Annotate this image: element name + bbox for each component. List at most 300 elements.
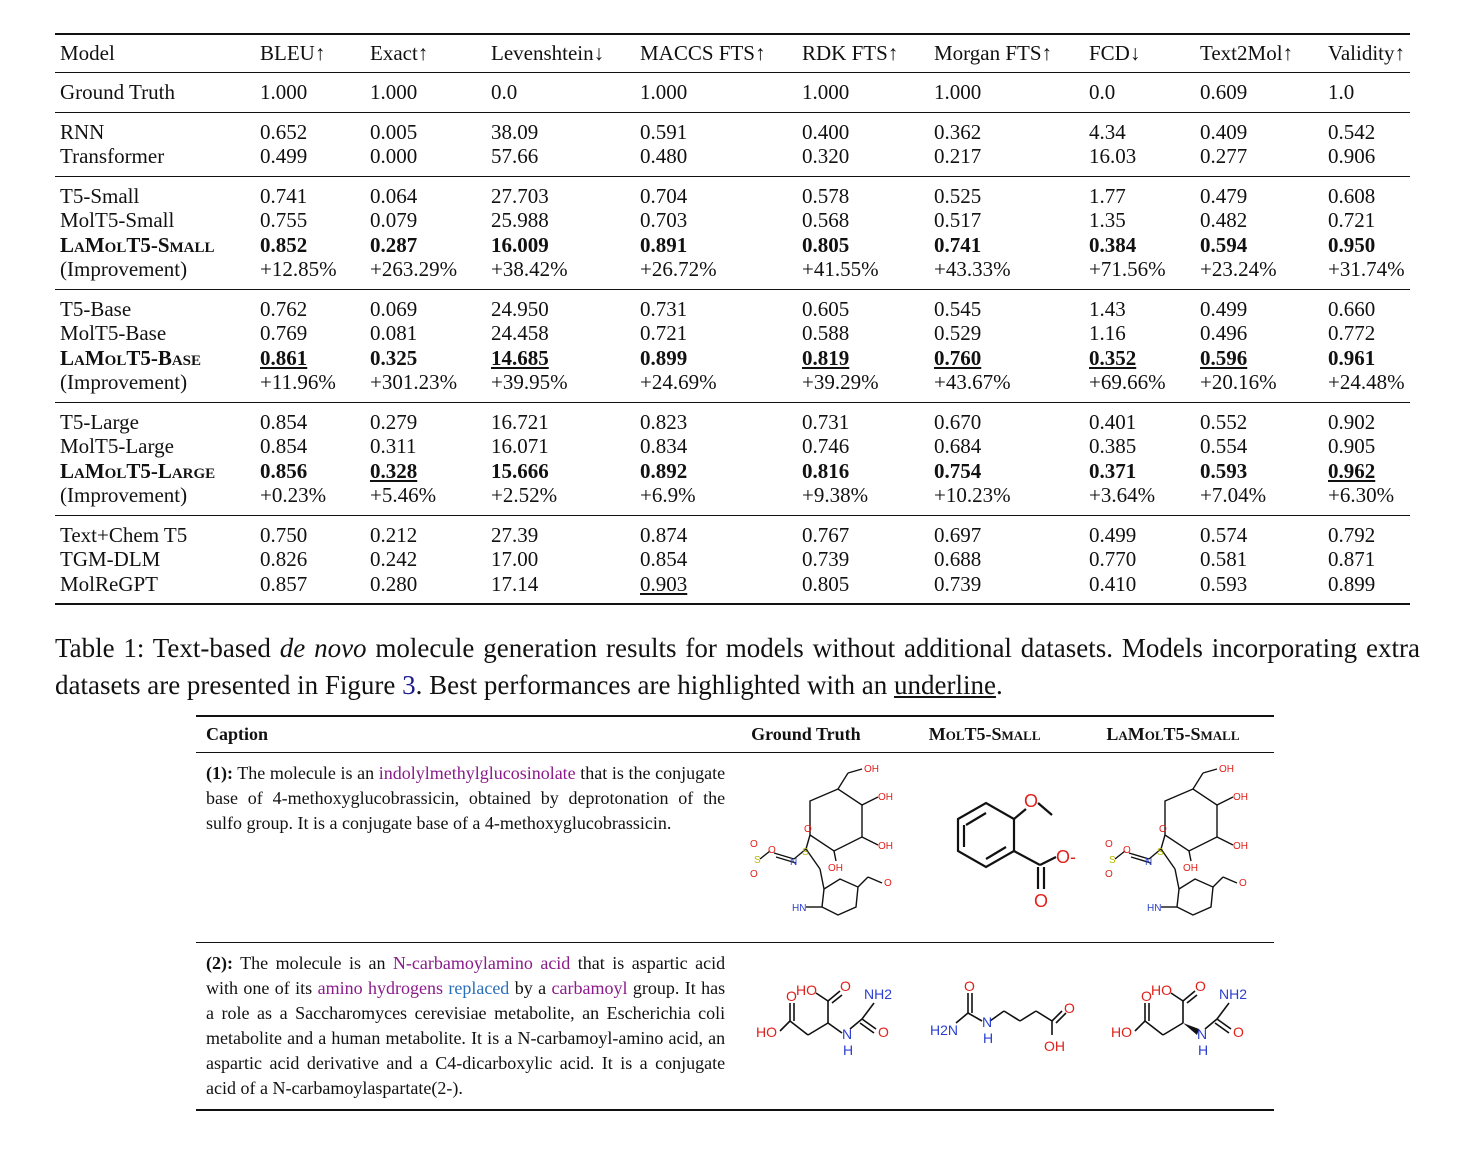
col-validity: Validity↑ — [1328, 41, 1405, 66]
metric-cell: +0.23% — [260, 483, 327, 507]
atom-label: OH — [827, 863, 843, 874]
col-maccs: MACCS FTS↑ — [640, 41, 766, 66]
metric-cell: 0.608 — [1328, 183, 1376, 208]
metric-cell: 0.902 — [1328, 409, 1376, 434]
metric-cell: +39.29% — [802, 370, 879, 394]
metric-cell: 0.852 — [260, 232, 308, 257]
metric-cell: 0.385 — [1089, 434, 1137, 458]
results-header-row — [55, 34, 1410, 73]
atom-label: N — [841, 1025, 853, 1042]
atom-label: O — [767, 845, 776, 856]
metric-cell: 0.739 — [802, 547, 850, 571]
metric-cell: 0.688 — [934, 547, 982, 571]
metric-cell: 0.482 — [1200, 208, 1248, 232]
metric-cell: 0.739 — [934, 571, 982, 596]
metric-cell: 0.854 — [260, 434, 308, 458]
metric-cell: 0.754 — [934, 458, 982, 483]
molt5-molecule-2 — [919, 943, 1097, 1111]
metric-cell: +24.48% — [1328, 370, 1405, 394]
highlight-term: replaced — [448, 978, 510, 998]
atom-label: N — [981, 1013, 992, 1030]
metric-cell: 0.287 — [370, 232, 418, 257]
model-name: MolT5-Small — [60, 208, 175, 232]
metric-cell: +12.85% — [260, 257, 337, 281]
caption-text: group. It has a role as a Saccharomyces cerevisiae metabolite, an Escherichia coli metabolite and a human metabolite. It is a N-carbamoyl-amino acid, an aspartic acid derivative and a C4-dicarboxylic acid. It is a conjugate acid of a N-carbamoylaspartate(2-). — [206, 978, 726, 1098]
glucosinolate-structure — [750, 759, 910, 929]
metric-cell: 0.593 — [1200, 458, 1248, 483]
metric-cell: 0.568 — [802, 208, 850, 232]
atom-label: H2N — [929, 1021, 958, 1038]
highlight-term: indolylmethylglucosinolate — [378, 763, 576, 783]
table-row — [55, 112, 1410, 144]
col-rdk: RDK FTS↑ — [802, 41, 899, 66]
metric-cell: 0.400 — [802, 119, 850, 144]
metric-cell: 0.279 — [370, 409, 418, 434]
caption-italic: de novo — [279, 633, 367, 663]
caption-text: . — [995, 670, 1003, 700]
metric-cell: 0.652 — [260, 119, 308, 144]
metric-cell: 0.517 — [934, 208, 982, 232]
metric-cell: 0.0 — [491, 80, 518, 104]
atom-label: O — [1105, 869, 1113, 880]
metric-cell: 0.762 — [260, 296, 308, 321]
table-row — [55, 515, 1410, 547]
atom-label: OH — [1219, 764, 1235, 775]
metric-cell: 0.769 — [260, 321, 308, 345]
atom-label: HN — [1147, 903, 1162, 914]
metric-cell: 27.703 — [491, 183, 549, 208]
metric-cell: 0.903 — [640, 571, 688, 596]
metric-cell: 0.741 — [260, 183, 308, 208]
caption-text: that is the conjugate base of 4-methoxyglucobrassicin, obtained by deprotonation of the sulfo group. It is a conjugate base of a 4-methoxyglucobrassicin. — [206, 763, 726, 833]
metric-cell: 0.588 — [802, 321, 850, 345]
table-row — [55, 144, 1410, 176]
metric-cell: 0.591 — [640, 119, 688, 144]
col-model: Model — [60, 41, 115, 66]
caption-text: that is aspartic acid with one of its — [206, 953, 726, 998]
metric-cell: +7.04% — [1200, 483, 1267, 507]
ground-truth-molecule-1 — [741, 753, 919, 943]
metric-cell: 1.000 — [640, 80, 688, 104]
table-row — [55, 434, 1410, 459]
table-row — [55, 321, 1410, 346]
metric-cell: 0.480 — [640, 144, 688, 168]
methoxybenzoate-structure — [928, 759, 1088, 929]
metric-cell: 1.16 — [1089, 321, 1126, 345]
atom-label: HO — [1151, 981, 1173, 998]
model-name: MolReGPT — [60, 571, 159, 596]
metric-cell: 0.805 — [802, 232, 850, 257]
model-name: MolT5-Large — [60, 434, 174, 458]
metric-cell: +10.23% — [934, 483, 1011, 507]
metric-cell: 0.277 — [1200, 144, 1248, 168]
table-row — [55, 208, 1410, 233]
atom-label: O — [1233, 1023, 1245, 1040]
metric-cell: 0.371 — [1089, 458, 1137, 483]
metric-cell: 0.384 — [1089, 232, 1137, 257]
metric-cell: 0.684 — [934, 434, 982, 458]
metric-cell: 0.856 — [260, 458, 308, 483]
atom-label: HO — [755, 1023, 777, 1040]
metric-cell: 0.499 — [1200, 296, 1248, 321]
metric-cell: 0.950 — [1328, 232, 1376, 257]
example-number: (2): — [206, 953, 233, 973]
atom-label: HN — [791, 903, 807, 914]
table-caption — [55, 630, 1420, 704]
atom-label: HO — [1111, 1023, 1133, 1040]
model-name: LaMolT5-Large — [60, 458, 216, 483]
atom-label: O — [803, 824, 812, 835]
atom-label: N — [789, 857, 798, 868]
metric-cell: 0.0 — [1089, 80, 1116, 104]
metric-cell: 0.746 — [802, 434, 850, 458]
atom-label: O — [1033, 891, 1048, 911]
metric-cell: 1.000 — [260, 80, 308, 104]
metric-cell: 0.905 — [1328, 434, 1376, 458]
metric-cell: 0.581 — [1200, 547, 1248, 571]
model-name: (Improvement) — [60, 370, 188, 394]
metric-cell: +6.30% — [1328, 483, 1395, 507]
metric-cell: +43.67% — [934, 370, 1011, 394]
model-name: T5-Base — [60, 296, 132, 321]
col-morgan: Morgan FTS↑ — [934, 41, 1053, 66]
metric-cell: 0.792 — [1328, 522, 1376, 547]
metric-cell: +31.74% — [1328, 257, 1405, 281]
metric-cell: 0.704 — [640, 183, 688, 208]
metric-cell: 16.03 — [1089, 144, 1137, 168]
metric-cell: 0.064 — [370, 183, 418, 208]
glucosinolate-structure — [1105, 759, 1265, 929]
atom-label: O — [877, 1023, 889, 1040]
metric-cell: 0.772 — [1328, 321, 1376, 345]
results-group — [55, 515, 1410, 604]
table-row — [55, 233, 1410, 258]
metric-cell: +301.23% — [370, 370, 458, 394]
metric-cell: 0.816 — [802, 458, 850, 483]
metric-cell: 0.871 — [1328, 547, 1376, 571]
atom-label: O — [1063, 999, 1075, 1016]
caption-text: The molecule is an — [232, 763, 379, 783]
metric-cell: 1.43 — [1089, 296, 1126, 321]
metric-cell: 0.545 — [934, 296, 982, 321]
results-group — [55, 402, 1410, 515]
metric-cell: 0.552 — [1200, 409, 1248, 434]
metric-cell: 0.721 — [1328, 208, 1376, 232]
metric-cell: 24.458 — [491, 321, 549, 345]
metric-cell: 17.00 — [491, 547, 539, 571]
col-text2mol: Text2Mol↑ — [1200, 41, 1294, 66]
model-name: Text+Chem T5 — [60, 522, 188, 547]
metric-cell: 0.525 — [934, 183, 982, 208]
metric-cell: +43.33% — [934, 257, 1011, 281]
table-row — [55, 289, 1410, 321]
example-caption-2 — [196, 943, 741, 1111]
metric-cell: 0.081 — [370, 321, 418, 345]
model-name: T5-Large — [60, 409, 139, 434]
metric-cell: 0.554 — [1200, 434, 1248, 458]
metric-cell: 0.328 — [370, 458, 418, 483]
atom-label: NH2 — [863, 985, 892, 1002]
atom-label: OH — [877, 792, 893, 803]
atom-label: OH — [1233, 841, 1249, 852]
metric-cell: 0.861 — [260, 345, 308, 370]
metric-cell: 15.666 — [491, 458, 549, 483]
table-row — [55, 346, 1410, 371]
metric-cell: 1.000 — [934, 80, 982, 104]
metric-cell: 0.479 — [1200, 183, 1248, 208]
metric-cell: 27.39 — [491, 522, 539, 547]
metric-cell: 0.325 — [370, 345, 418, 370]
metric-cell: 16.721 — [491, 409, 549, 434]
metric-cell: +2.52% — [491, 483, 558, 507]
caption-label: Table 1: — [55, 633, 145, 663]
metric-cell: 0.542 — [1328, 119, 1376, 144]
atom-label: O — [883, 878, 892, 889]
atom-label: O — [1123, 845, 1131, 856]
metric-cell: 0.352 — [1089, 345, 1137, 370]
metric-cell: 38.09 — [491, 119, 539, 144]
metric-cell: 0.320 — [802, 144, 850, 168]
examples-header-row — [196, 716, 1274, 753]
metric-cell: 0.767 — [802, 522, 850, 547]
results-group — [55, 73, 1410, 113]
table-row — [55, 402, 1410, 434]
caption-text: The molecule is an — [232, 953, 393, 973]
metric-cell: 0.854 — [260, 409, 308, 434]
metric-cell: 0.079 — [370, 208, 418, 232]
metric-cell: 0.311 — [370, 434, 417, 458]
atom-label: O — [749, 839, 758, 850]
highlight-term: amino hydrogens — [317, 978, 443, 998]
caption-underline-word: underline — [893, 670, 996, 700]
atom-label: S — [1109, 855, 1116, 866]
metric-cell: 1.35 — [1089, 208, 1126, 232]
metric-cell: 1.000 — [802, 80, 850, 104]
ground-truth-molecule-2 — [741, 943, 919, 1111]
atom-label: OH — [1183, 863, 1199, 874]
metric-cell: 0.823 — [640, 409, 688, 434]
metric-cell: 24.950 — [491, 296, 549, 321]
metric-cell: 0.609 — [1200, 80, 1248, 104]
atom-label: OH — [877, 841, 893, 852]
metric-cell: 0.805 — [802, 571, 850, 596]
atom-label: OH — [863, 764, 879, 775]
metric-cell: 0.596 — [1200, 345, 1248, 370]
metric-cell: +6.9% — [640, 483, 696, 507]
highlight-term: carbamoyl — [551, 978, 628, 998]
metric-cell: 0.906 — [1328, 144, 1376, 168]
metric-cell: 0.891 — [640, 232, 688, 257]
ureidobutanoic-acid-structure — [928, 973, 1088, 1073]
metric-cell: 25.988 — [491, 208, 549, 232]
metric-cell: +71.56% — [1089, 257, 1166, 281]
example-number: (1): — [206, 763, 233, 783]
metric-cell: 16.071 — [491, 434, 549, 458]
metric-cell: +3.64% — [1089, 483, 1156, 507]
metric-cell: 0.731 — [640, 296, 688, 321]
metric-cell: +20.16% — [1200, 370, 1277, 394]
metric-cell: +5.46% — [370, 483, 437, 507]
metric-cell: +69.66% — [1089, 370, 1166, 394]
metric-cell: +38.42% — [491, 257, 568, 281]
metric-cell: 0.892 — [640, 458, 688, 483]
col-molt5-small: MolT5-Small — [928, 724, 1041, 744]
atom-label: O — [1239, 878, 1247, 889]
metric-cell: 0.410 — [1089, 571, 1137, 596]
col-bleu: BLEU↑ — [260, 41, 326, 66]
model-name: RNN — [60, 119, 105, 144]
metric-cell: 0.401 — [1089, 409, 1137, 434]
atom-label: O- — [1055, 847, 1076, 867]
model-name: Transformer — [60, 144, 165, 168]
metric-cell: +24.69% — [640, 370, 717, 394]
metric-cell: 0.826 — [260, 547, 308, 571]
examples-table — [196, 715, 1274, 1111]
caption-text: . Best performances are highlighted with an — [415, 670, 894, 700]
col-fcd: FCD↓ — [1089, 41, 1141, 66]
model-name: TGM-DLM — [60, 547, 161, 571]
atom-label: OH — [1233, 792, 1249, 803]
metric-cell: 0.961 — [1328, 345, 1376, 370]
metric-cell: 0.005 — [370, 119, 418, 144]
metric-cell: +9.38% — [802, 483, 869, 507]
atom-label: O — [749, 869, 758, 880]
atom-label: O — [1159, 824, 1167, 835]
metric-cell: 0.499 — [1089, 522, 1137, 547]
model-name: T5-Small — [60, 183, 140, 208]
metric-cell: 0.874 — [640, 522, 688, 547]
metric-cell: 0.593 — [1200, 571, 1248, 596]
metric-cell: 0.703 — [640, 208, 688, 232]
model-name: MolT5-Base — [60, 321, 167, 345]
metric-cell: +263.29% — [370, 257, 458, 281]
metric-cell: +23.24% — [1200, 257, 1277, 281]
metric-cell: 0.731 — [802, 409, 850, 434]
atom-label: O — [1141, 987, 1153, 1004]
metric-cell: 0.670 — [934, 409, 982, 434]
table-row — [55, 257, 1410, 289]
metric-cell: 0.857 — [260, 571, 308, 596]
table-row — [55, 483, 1410, 515]
table-row — [55, 176, 1410, 208]
metric-cell: 16.009 — [491, 232, 549, 257]
metric-cell: 0.069 — [370, 296, 418, 321]
metric-cell: 0.000 — [370, 144, 418, 168]
atom-label: S — [753, 855, 761, 866]
metric-cell: 0.605 — [802, 296, 850, 321]
col-exact: Exact↑ — [370, 41, 429, 66]
results-group — [55, 112, 1410, 176]
col-caption: Caption — [206, 724, 269, 744]
metric-cell: 0.741 — [934, 232, 982, 257]
metric-cell: +39.95% — [491, 370, 568, 394]
metric-cell: 0.529 — [934, 321, 982, 345]
model-name: (Improvement) — [60, 257, 188, 281]
metric-cell: 0.578 — [802, 183, 850, 208]
lamolt5-molecule-1 — [1096, 753, 1274, 943]
col-ground-truth: Ground Truth — [751, 724, 861, 744]
model-name: LaMolT5-Base — [60, 345, 202, 370]
metric-cell: 14.685 — [491, 345, 549, 370]
metric-cell: 0.496 — [1200, 321, 1248, 345]
metric-cell: 0.899 — [1328, 571, 1376, 596]
atom-label: H — [842, 1041, 854, 1058]
metric-cell: 0.721 — [640, 321, 688, 345]
atom-label: NH2 — [1219, 985, 1248, 1002]
atom-label: H — [1198, 1041, 1209, 1058]
table-row — [55, 547, 1410, 572]
results-group — [55, 289, 1410, 402]
metric-cell: 0.217 — [934, 144, 982, 168]
atom-label: O — [963, 977, 975, 994]
atom-label: O — [1195, 977, 1207, 994]
col-lamolt5-small: LaMolT5-Small — [1106, 724, 1240, 744]
metric-cell: 0.660 — [1328, 296, 1376, 321]
atom-label: O — [1105, 839, 1113, 850]
atom-label: O — [785, 987, 797, 1004]
metric-cell: 0.760 — [934, 345, 982, 370]
metric-cell: 0.242 — [370, 547, 418, 571]
metric-cell: 0.280 — [370, 571, 418, 596]
metric-cell: 0.697 — [934, 522, 982, 547]
metric-cell: 57.66 — [491, 144, 539, 168]
metric-cell: 1.000 — [370, 80, 418, 104]
metric-cell: 0.770 — [1089, 547, 1137, 571]
metric-cell: 1.77 — [1089, 183, 1126, 208]
metric-cell: 17.14 — [491, 571, 539, 596]
caption-text: Text-based — [144, 633, 280, 663]
metric-cell: 0.755 — [260, 208, 308, 232]
atom-label: S — [1157, 847, 1164, 858]
atom-label: OH — [1043, 1037, 1065, 1054]
figure-reference-link[interactable]: 3 — [402, 670, 416, 700]
metric-cell: 0.750 — [260, 522, 308, 547]
metric-cell: 0.499 — [260, 144, 308, 168]
carbamoylaspartic-acid-structure — [750, 973, 910, 1073]
table-row — [55, 459, 1410, 484]
model-name: (Improvement) — [60, 483, 188, 507]
col-levenshtein: Levenshtein↓ — [491, 41, 605, 66]
atom-label: HO — [795, 981, 817, 998]
example-row-2 — [196, 943, 1274, 1111]
metric-cell: 0.212 — [370, 522, 418, 547]
model-name: LaMolT5-Small — [60, 232, 215, 257]
metric-cell: 0.594 — [1200, 232, 1248, 257]
metric-cell: 0.574 — [1200, 522, 1248, 547]
metric-cell: 1.0 — [1328, 80, 1355, 104]
table-row — [55, 370, 1410, 402]
caption-text: molecule generation results for models without additional datasets. Models incorporating extra datasets are presented in Figure — [55, 633, 1420, 700]
metric-cell: 0.854 — [640, 547, 688, 571]
molt5-molecule-1 — [919, 753, 1097, 943]
results-group — [55, 176, 1410, 289]
metric-cell: 0.834 — [640, 434, 688, 458]
lamolt5-molecule-2 — [1096, 943, 1274, 1111]
table-row — [55, 73, 1410, 113]
results-table — [55, 33, 1410, 605]
atom-label: O — [839, 977, 851, 994]
metric-cell: 0.962 — [1328, 458, 1376, 483]
atom-label: O — [1023, 791, 1038, 811]
atom-label: S — [801, 847, 809, 858]
atom-label: N — [1145, 857, 1153, 868]
example-row-1 — [196, 753, 1274, 943]
atom-label: N — [1197, 1025, 1208, 1042]
carbamoylaspartic-acid-structure — [1105, 973, 1265, 1073]
metric-cell: 0.362 — [934, 119, 982, 144]
highlight-term: N-carbamoylamino acid — [392, 953, 571, 973]
atom-label: H — [982, 1029, 993, 1046]
